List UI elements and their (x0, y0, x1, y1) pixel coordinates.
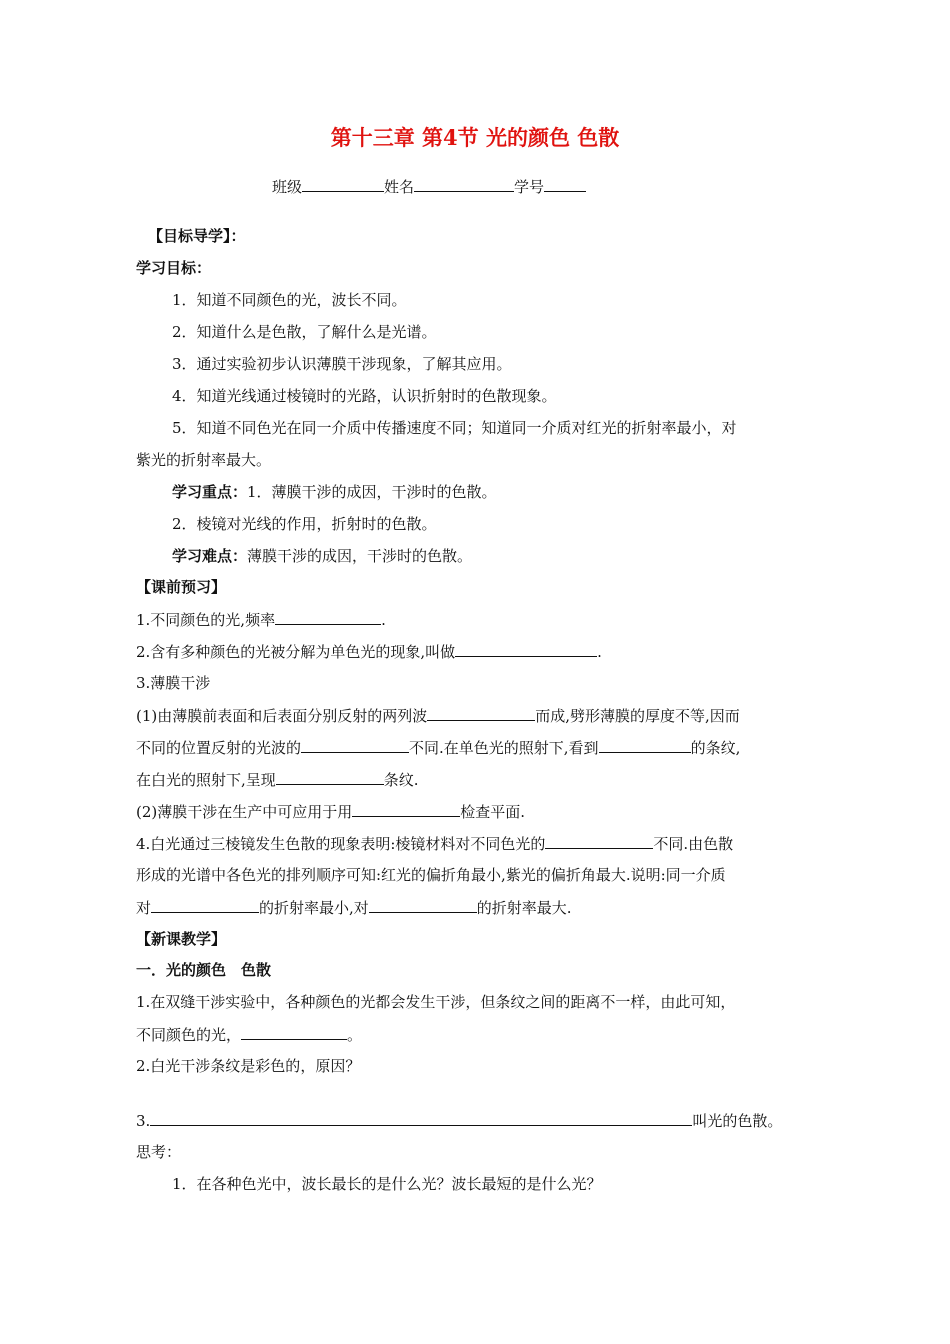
question-text: 而成,劈形薄膜的厚度不等,因而 (535, 707, 740, 725)
question-text: 对 (136, 899, 152, 917)
answer-blank[interactable] (301, 737, 409, 753)
answer-blank[interactable] (352, 801, 460, 817)
goal-item: 3．通过实验初步认识薄膜干涉现象，了解其应用。 (172, 355, 512, 373)
answer-blank[interactable] (241, 1024, 347, 1040)
goals-section-heading: 【目标导学】： (148, 227, 246, 245)
think-label: 思考： (136, 1143, 182, 1161)
answer-blank[interactable] (545, 833, 653, 849)
id-blank[interactable] (544, 176, 586, 192)
goal-item-continued: 紫光的折射率最大。 (136, 451, 272, 469)
lesson-section-heading: 【新课教学】 (136, 930, 227, 948)
goal-item: 1．知道不同颜色的光，波长不同。 (172, 291, 407, 309)
goal-item: 2．知道什么是色散，了解什么是光谱。 (172, 323, 437, 341)
question-text: 叫光的色散。 (692, 1112, 783, 1130)
question-text: 3. (136, 1112, 151, 1130)
name-blank[interactable] (414, 176, 514, 192)
lesson-question-1-cont (136, 1024, 362, 1045)
answer-blank[interactable] (455, 641, 597, 657)
lesson-question-2: 2.白光干涉条纹是彩色的，原因？ (136, 1057, 361, 1075)
key-points-line (172, 482, 497, 502)
question-text: 不同.由色散 (653, 835, 734, 853)
class-label: 班级 (272, 178, 303, 196)
question-text: 的折射率最大. (476, 899, 572, 917)
name-label: 姓名 (384, 178, 415, 196)
id-label: 学号 (514, 178, 545, 196)
key-points-label: 学习重点： (172, 483, 248, 501)
question-text: 不同的位置反射的光波的 (136, 739, 302, 757)
question-text: 4.白光通过三棱镜发生色散的现象表明:棱镜材料对不同色光的 (136, 835, 546, 853)
question-text: 的条纹, (690, 739, 741, 757)
preview-question-4-cont2 (136, 897, 572, 918)
question-text: . (381, 611, 386, 629)
question-text: (1)由薄膜前表面和后表面分别反射的两列波 (136, 707, 428, 725)
difficulty-line (172, 546, 472, 566)
answer-blank[interactable] (427, 705, 535, 721)
preview-question-3: 3.薄膜干涉 (136, 674, 211, 692)
answer-blank[interactable] (151, 897, 259, 913)
preview-question-4 (136, 833, 733, 854)
answer-blank[interactable] (599, 737, 691, 753)
answer-blank[interactable] (369, 897, 477, 913)
question-text: (2)薄膜干涉在生产中可应用于用 (136, 803, 353, 821)
question-text: . (597, 643, 602, 661)
question-text: 。 (347, 1026, 363, 1044)
question-text: 检查平面. (460, 803, 526, 821)
answer-blank[interactable] (276, 769, 384, 785)
difficulty-text: 薄膜干涉的成因，干涉时的色散。 (247, 547, 473, 565)
key-point-2: 2．棱镜对光线的作用，折射时的色散。 (172, 515, 437, 533)
answer-blank[interactable] (275, 609, 381, 625)
preview-question-3-1-cont2 (136, 769, 419, 790)
key-point-1: 1．薄膜干涉的成因，干涉时的色散。 (247, 483, 497, 501)
goal-item: 5．知道不同色光在同一介质中传播速度不同；知道同一介质对红光的折射率最小，对 (172, 419, 737, 437)
question-text: 条纹. (383, 771, 419, 789)
lesson-heading: 一．光的颜色 色散 (136, 961, 272, 979)
preview-question-3-1 (136, 705, 740, 726)
preview-question-1 (136, 609, 386, 630)
question-text: 不同颜色的光， (136, 1026, 242, 1044)
preview-question-4-cont: 形成的光谱中各色光的排列顺序可知:红光的偏折角最小,紫光的偏折角最大.说明:同一介质 (136, 866, 726, 884)
class-blank[interactable] (302, 176, 384, 192)
goal-item: 4．知道光线通过棱镜时的光路，认识折射时的色散现象。 (172, 387, 557, 405)
question-text: 的折射率最小,对 (259, 899, 369, 917)
lesson-question-1: 1.在双缝干涉实验中，各种颜色的光都会发生干涉，但条纹之间的距离不一样，由此可知， (136, 993, 736, 1011)
student-info-line (272, 176, 586, 197)
question-text: 在白光的照射下,呈现 (136, 771, 276, 789)
preview-section-heading: 【课前预习】 (136, 578, 227, 596)
think-question-1: 1．在各种色光中，波长最长的是什么光？波长最短的是什么光？ (172, 1175, 602, 1193)
preview-question-2 (136, 641, 602, 662)
difficulty-label: 学习难点： (172, 547, 248, 565)
goals-heading: 学习目标： (136, 259, 212, 277)
preview-question-3-2 (136, 801, 525, 822)
preview-question-3-1-cont (136, 737, 740, 758)
page-title: 第十三章 第4节 光的颜色 色散 (330, 125, 620, 150)
question-text: 2.含有多种颜色的光被分解为单色光的现象,叫做 (136, 643, 456, 661)
question-text: 不同.在单色光的照射下,看到 (409, 739, 599, 757)
lesson-question-3 (136, 1110, 782, 1131)
answer-blank[interactable] (150, 1110, 692, 1126)
question-text: 1.不同颜色的光,频率 (136, 611, 276, 629)
